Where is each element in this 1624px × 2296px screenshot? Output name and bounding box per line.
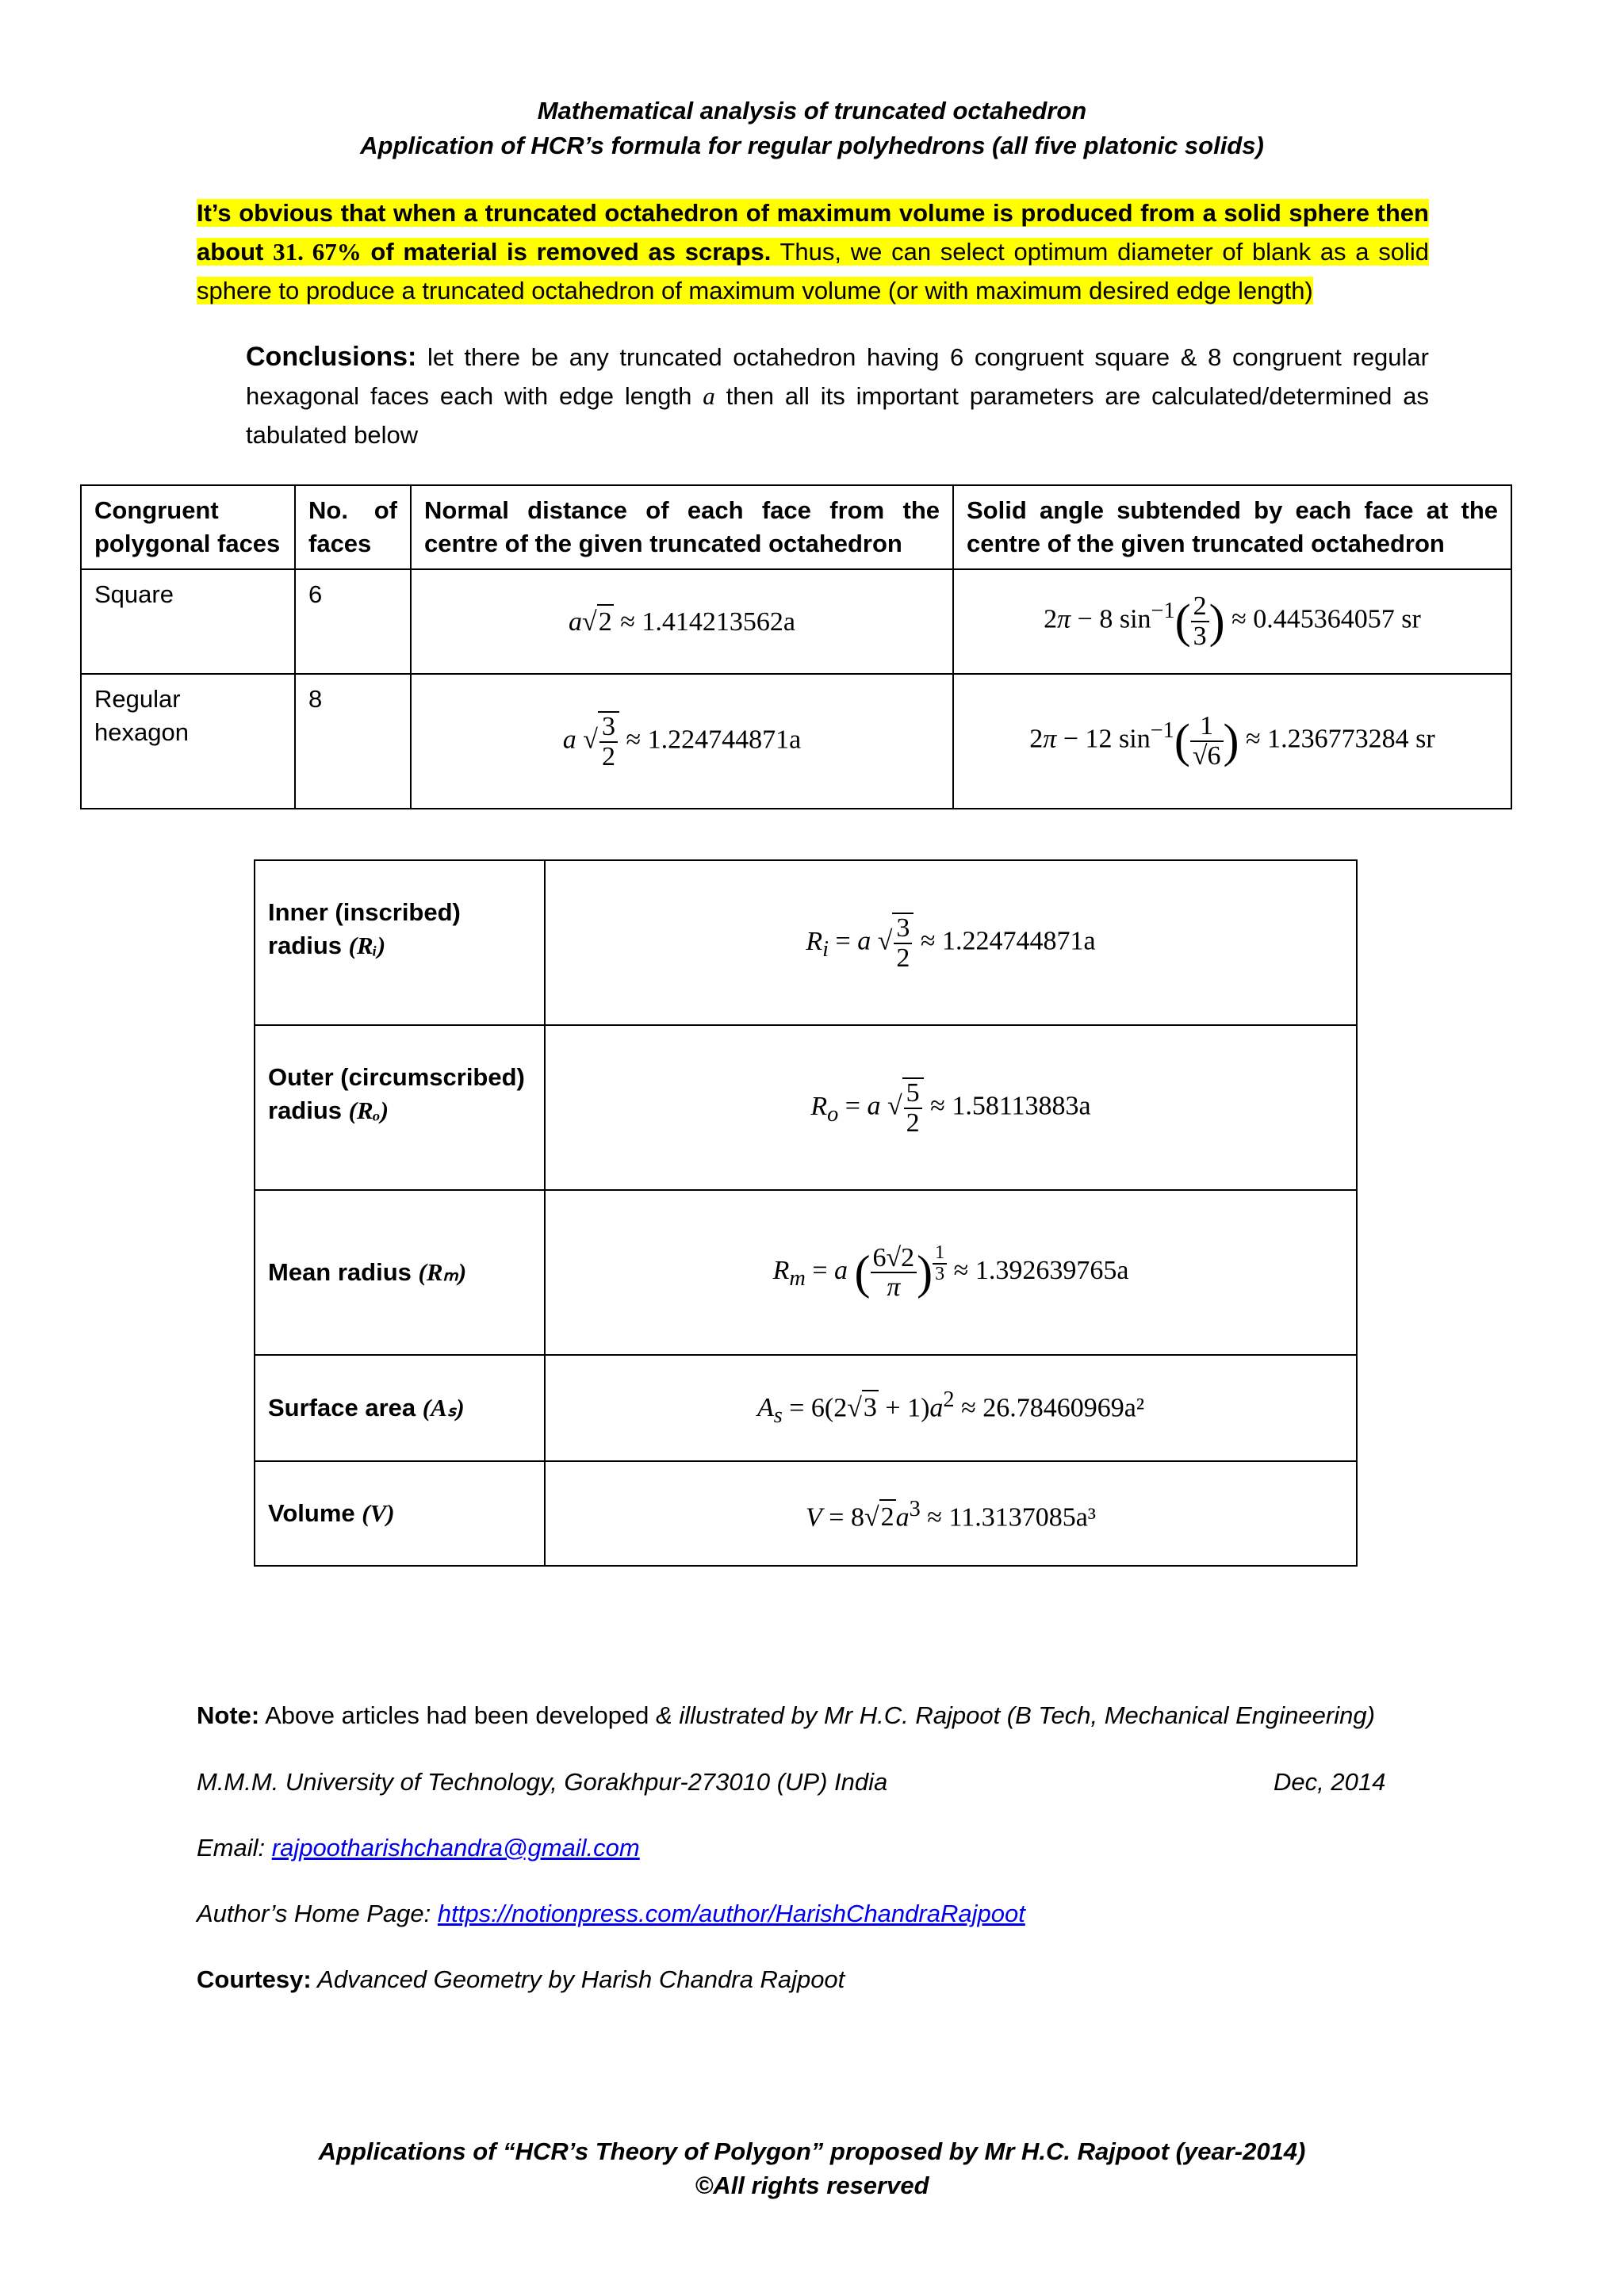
highlight-bold-1: It’s obvious that when a truncated octahedron of maximum volume is produced from a solid sphere then about bbox=[197, 199, 1429, 266]
table-row bbox=[255, 1355, 1357, 1461]
courtesy-line: Courtesy: Advanced Geometry by Harish Chandra Rajpoot bbox=[197, 1965, 845, 1993]
university-line: M.M.M. University of Technology, Gorakhpur-273010 (UP) India bbox=[197, 1768, 888, 1796]
solid-angle-value: ≈ 0.445364057 sr bbox=[1231, 604, 1421, 634]
table-row bbox=[81, 674, 1511, 809]
faces-table bbox=[80, 484, 1512, 809]
conclusions-text-2: then all its important parameters are calculated/determined as tabulated below bbox=[246, 382, 1429, 449]
header-count: No. of faces bbox=[295, 485, 411, 569]
highlight-bold-2: of material is removed as scraps. bbox=[361, 238, 772, 266]
note-line: Note: Above articles had been developed & illustrated by Mr H.C. Rajpoot (B Tech, Mechanical Engineering) bbox=[197, 1701, 1375, 1729]
distance-formula: a √ $\frac{3}{2}$ ≈ 1.224744871a bbox=[411, 674, 953, 809]
conclusions-heading: Conclusions: bbox=[246, 342, 417, 372]
document-title: Mathematical analysis of truncated octahedron bbox=[537, 97, 1087, 124]
edge-length-var: a bbox=[703, 382, 715, 410]
solid-angle-formula: 2π − 8 $\sin^{-1}$( $\frac{2}{3}$ ) ≈ 0.445364057 sr bbox=[953, 569, 1511, 674]
param-formula: $R_o = a$ √ $\frac{5}{2}$ ≈ 1.58113883a bbox=[545, 1025, 1357, 1190]
table-row bbox=[255, 1025, 1357, 1190]
faces-table-header-row bbox=[81, 485, 1511, 569]
parameters-table bbox=[254, 859, 1358, 1567]
footer-line-1: Applications of “HCR’s Theory of Polygon” proposed by Mr H.C. Rajpoot (year-2014) bbox=[318, 2137, 1306, 2165]
param-value: ≈ 26.78460969a² bbox=[961, 1393, 1145, 1423]
param-label: Outer (circumscribed) radius (Rₒ) bbox=[255, 1025, 545, 1190]
highlight-normal: Thus, we can select optimum diameter of blank as a solid sphere to produce a truncated octahedron of maximum volume (or with maximum desired edge length) bbox=[197, 238, 1429, 304]
table-row bbox=[255, 860, 1357, 1025]
param-formula: $R_m = a$ ( $\frac{6√2}{\pi}$ ) $^{\frac{1}{3}}$ ≈ 1.392639765a bbox=[545, 1190, 1357, 1355]
solid-angle-value: ≈ 1.236773284 sr bbox=[1245, 724, 1435, 754]
email-line: Email: rajpootharishchandra@gmail.com bbox=[197, 1834, 640, 1862]
conclusions-paragraph bbox=[246, 338, 1429, 454]
header-faces: Congruent polygonal faces bbox=[81, 485, 295, 569]
param-value: ≈ 11.3137085a³ bbox=[927, 1502, 1096, 1533]
date-line: Dec, 2014 bbox=[1274, 1768, 1386, 1796]
face-count: 8 bbox=[295, 674, 411, 809]
distance-value: ≈ 1.224744871a bbox=[626, 725, 802, 755]
param-formula: $A_s = 6(2√3 + 1)a^2 \approx 26.78460969a^2$ bbox=[545, 1355, 1357, 1461]
document-subtitle: Application of HCR’s formula for regular polyhedrons (all five platonic solids) bbox=[360, 132, 1264, 159]
solid-angle-formula: 2π − 12 $\sin^{-1}$( $\frac{1}{√6}$ ) ≈ 1.236773284 sr bbox=[953, 674, 1511, 809]
highlight-paragraph bbox=[197, 193, 1429, 310]
param-formula: $R_i = a$ √ $\frac{3}{2}$ ≈ 1.224744871a bbox=[545, 860, 1357, 1025]
param-value: ≈ 1.392639765a bbox=[953, 1256, 1129, 1286]
highlight-percent: 31. 67% bbox=[273, 238, 362, 266]
header-solid-angle: Solid angle subtended by each face at the centre of the given truncated octahedron bbox=[953, 485, 1511, 569]
footer-line-2: ©All rights reserved bbox=[695, 2172, 929, 2199]
distance-formula: a√2 ≈ 1.414213562a bbox=[411, 569, 953, 674]
conclusions-text-1: let there be any truncated octahedron having 6 congruent square & 8 congruent regular hexagonal faces each with edge length bbox=[246, 343, 1429, 410]
param-value: ≈ 1.224744871a bbox=[920, 926, 1096, 956]
face-name: Square bbox=[81, 569, 295, 674]
table-row bbox=[255, 1461, 1357, 1566]
email-link[interactable]: rajpootharishchandra@gmail.com bbox=[271, 1834, 640, 1862]
distance-value: ≈ 1.414213562a bbox=[620, 607, 795, 637]
table-row bbox=[81, 569, 1511, 674]
param-label: Surface area (Aₛ) bbox=[255, 1355, 545, 1461]
param-label: Inner (inscribed) radius (Rᵢ) bbox=[255, 860, 545, 1025]
table-row bbox=[255, 1190, 1357, 1355]
param-value: ≈ 1.58113883a bbox=[930, 1091, 1091, 1121]
face-count: 6 bbox=[295, 569, 411, 674]
header-distance: Normal distance of each face from the centre of the given truncated octahedron bbox=[411, 485, 953, 569]
param-label: Mean radius (Rₘ) bbox=[255, 1190, 545, 1355]
param-formula: $V = 8√2a^3 \approx 11.3137085a^3$ bbox=[545, 1461, 1357, 1566]
homepage-link[interactable]: https://notionpress.com/author/HarishChandraRajpoot bbox=[437, 1900, 1025, 1927]
homepage-line: Author’s Home Page: https://notionpress.com/author/HarishChandraRajpoot bbox=[197, 1900, 1025, 1927]
param-label: Volume (V) bbox=[255, 1461, 545, 1566]
face-name: Regular hexagon bbox=[81, 674, 295, 809]
